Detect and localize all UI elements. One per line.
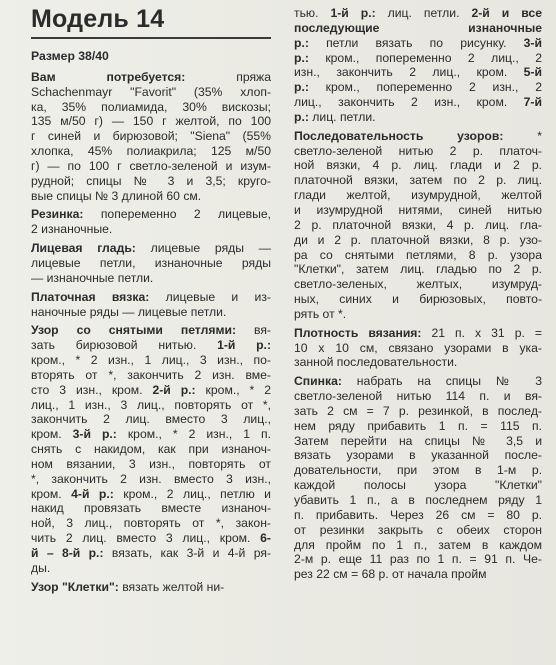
text-line [31, 501, 271, 516]
bold-text: Резинка: [31, 207, 84, 222]
text: лиц. петли. [308, 109, 376, 124]
paragraph [294, 326, 542, 371]
left-column-text [31, 70, 271, 595]
text: накид провязать вместе изнаноч- [31, 501, 271, 516]
text-line [31, 487, 271, 502]
text-line [31, 472, 271, 487]
text: лицевые петли, изнаночные ряды [31, 255, 271, 270]
text: вязать узорами в указанной после- [294, 448, 542, 463]
text: убавить 1 п., а в последнем ряду 1 [294, 493, 542, 507]
text-line [31, 561, 271, 576]
paragraph [31, 580, 271, 595]
text: п. прибавить. Через 26 см = 80 р. [294, 507, 542, 522]
text: рять от *. [294, 306, 347, 321]
text: и изумрудной нитями, синей нитью [294, 202, 542, 217]
text: довательности, при этом в 1-м р. [294, 463, 542, 478]
text-line [31, 222, 271, 237]
text-line [294, 404, 542, 419]
text: вторять от *, закончить 2 изн. вме- [31, 367, 271, 382]
text-line [294, 463, 542, 478]
bold-text: 2-й р.: [152, 382, 196, 397]
bold-text: 1-й р.: [217, 338, 271, 353]
text: чить 2 лиц. вместо 3 лиц., кром. [31, 531, 261, 546]
text: лиц., закончить 2 изн., кром. [294, 95, 524, 110]
text-line [294, 326, 542, 341]
text: ра со снятыми петлями, 8 р. узора [294, 247, 542, 262]
text: зать бирюзовой нитью. [31, 338, 218, 353]
text: г) — по 100 г светло-зеленой и изум- [31, 158, 271, 173]
text-line [294, 36, 542, 51]
text: "Клетки", затем лиц. гладью по 2 р. [294, 262, 542, 277]
bold-text: Последовательность узоров: [294, 128, 504, 143]
text-line [294, 448, 542, 463]
text: наночные ряды — лицевые петли. [31, 304, 227, 319]
text: ка, 35% полиамида, 30% вискозы; [31, 99, 271, 114]
text: лицевые ряды — [135, 241, 271, 256]
paragraph [31, 290, 271, 320]
text: * [503, 128, 542, 143]
text: нем ряду прибавить 1 п. = 115 п. [294, 418, 542, 433]
text-line [294, 80, 542, 95]
bold-text: Спинка: [294, 374, 342, 389]
text-line [31, 85, 271, 100]
text-line [294, 538, 542, 553]
text-line [294, 248, 542, 263]
text-line [31, 129, 271, 144]
text-line [294, 218, 542, 233]
bold-text: р.: [294, 50, 309, 65]
text: тью. [294, 6, 331, 20]
text-line [31, 305, 271, 320]
text: попеременно 2 лицевые, [83, 207, 271, 222]
text: кром., 2 лиц., петлю и [113, 486, 271, 501]
bold-text: 6- [260, 531, 271, 546]
text: светло-зеленых, желтых, изумруд- [294, 277, 542, 292]
text-line [31, 174, 271, 189]
text: ных, синих и бирюзовых, повто- [294, 292, 542, 307]
bold-text: Лицевая гладь: [31, 241, 136, 256]
text: рудной; спицы № 3 и 3,5; круго- [31, 173, 271, 188]
text: светло-зеленой нитью 114 п. и вя- [294, 389, 542, 404]
text: кром., попеременно 2 изн., 2 [308, 80, 542, 95]
text-line [31, 383, 271, 398]
text: 21 п. х 31 р. = [421, 325, 542, 340]
text: 10 х 10 см, связано узорами в ука- [294, 340, 542, 355]
text: — изнаночные петли. [31, 270, 154, 285]
text: занной последовательности. [294, 355, 458, 370]
text: сто 3 изн., кром. [31, 382, 153, 397]
text-line [294, 523, 542, 538]
text: кром. [31, 427, 73, 442]
text: зать 2 см = 7 р. резинкой, в послед- [294, 403, 542, 418]
text: ди и 2 р. платочной вязки, 8 р. узо- [294, 232, 542, 247]
text-line [294, 277, 542, 292]
paragraph [294, 129, 542, 322]
paragraph [31, 241, 271, 286]
text: Schachenmayr "Favorit" (35% хлоп- [31, 84, 271, 99]
text-line [31, 412, 271, 427]
paragraph [31, 70, 271, 204]
text-line [31, 457, 271, 472]
text-line [294, 567, 542, 582]
text-line [294, 493, 542, 508]
text-line [31, 338, 271, 353]
right-column [294, 6, 542, 586]
text-line [294, 419, 542, 434]
text: глади желтой, изумрудной, желтой [294, 188, 542, 203]
bold-text: Узор со снятыми петлями: [31, 323, 237, 338]
text-line [31, 368, 271, 383]
bold-text: 4-й р.: [71, 486, 114, 501]
text-line [294, 95, 542, 110]
bold-text: 3-й [523, 35, 542, 50]
text-line [294, 374, 542, 389]
right-column-text [294, 6, 542, 582]
text: от резинки закрыть с обеих сторон [294, 522, 542, 537]
text: г синей и бирюзовой; "Siena" (55% [31, 129, 271, 144]
text-line [31, 531, 271, 546]
text: ном вязании, 3 изн., повторять от [31, 456, 271, 471]
bold-text: Узор "Клетки": [31, 579, 119, 594]
text: 2 р. платочной вязки, 4 р. лиц. гла- [294, 217, 542, 232]
text: кром., попеременно 2 лиц., 2 [308, 50, 542, 65]
text: для пройм по 1 п., затем в каждом [294, 537, 542, 552]
text-line [294, 341, 542, 356]
text: кром., * 2 изн., 1 лиц., 3 изн., по- [31, 353, 271, 368]
text: каждой полосы узора "Клетки" [294, 478, 542, 493]
text-line [31, 159, 271, 174]
bold-text: 1-й р.: [330, 6, 376, 20]
bold-text: Платочная вязка: [31, 289, 150, 304]
left-column [31, 0, 271, 599]
text: лиц. петли. [375, 6, 472, 20]
text-line [294, 434, 542, 449]
text: рез 22 см = 68 р. от начала пройм [294, 567, 487, 582]
text: петли вязать по рисунку. [308, 35, 524, 50]
text: платочной вязки, затем по 2 р. лиц. [294, 173, 542, 188]
text: *, закончить 2 изн. вместо 3 изн., [31, 471, 271, 486]
text-line [31, 256, 271, 271]
text-line [294, 552, 542, 567]
paragraph [294, 6, 542, 125]
text-line [31, 114, 271, 129]
text-line [294, 65, 542, 80]
text: вязать, как 3-й и 4-й ря- [103, 546, 271, 560]
text: вязать желтой ни- [118, 579, 225, 594]
text-line [31, 323, 271, 338]
text-line [294, 478, 542, 493]
text-line [31, 442, 271, 457]
bold-text: Вам потребуется: [31, 69, 186, 84]
title-underline [31, 37, 271, 39]
text-line [294, 21, 542, 36]
text-line [294, 262, 542, 277]
text-line [294, 203, 542, 218]
text: кром., * 2 изн., 1 п. [116, 427, 271, 442]
text-line [31, 427, 271, 442]
bold-text: 5-й [523, 65, 542, 80]
text-line [31, 189, 271, 204]
text: набрать на спицы № 3 [341, 374, 542, 389]
text-line [294, 355, 542, 370]
text: вя- [236, 323, 271, 338]
text: пряжа [185, 69, 271, 84]
bold-text: последующие изнаночные [294, 20, 542, 35]
paragraph [31, 207, 271, 237]
text-line [294, 233, 542, 248]
text: кром., * 2 [195, 382, 271, 397]
text-line [31, 290, 271, 305]
text-line [294, 51, 542, 66]
text-line [294, 158, 542, 173]
text-line [294, 188, 542, 203]
text-line [294, 129, 542, 144]
text-line [294, 508, 542, 523]
text: лиц., 1 изн., 3 лиц., повторять от *, [31, 397, 271, 412]
bold-text: р.: [294, 109, 309, 124]
text-line [294, 110, 542, 125]
bold-text: 2-й и все [471, 6, 542, 20]
bold-text: р.: [294, 35, 309, 50]
text-line [31, 353, 271, 368]
text-line [294, 6, 542, 21]
text-line [31, 580, 271, 595]
text-line [31, 398, 271, 413]
text: Затем перейти на спицы № 3,5 и [294, 433, 542, 448]
text: хлопка, 45% полиакрила; 125 м/50 [31, 144, 271, 159]
text-line [294, 292, 542, 307]
bold-text: й – 8-й р.: [31, 546, 104, 560]
text: 2-м р. еще 11 раз по 1 п. = 91 п. Че- [294, 552, 542, 567]
size-heading: Размер 38/40 [31, 49, 109, 63]
text: ной вязки, 4 р. лиц. глади и 2 р. [294, 158, 542, 173]
paragraph [31, 323, 271, 575]
text: кром. [31, 486, 72, 501]
bold-text: 7-й [523, 95, 542, 110]
text-line [294, 173, 542, 188]
text: ды. [31, 560, 51, 575]
text-line [31, 100, 271, 115]
text-line [31, 144, 271, 159]
text: лицевые и из- [149, 289, 271, 304]
text: снять с накидом, как при изнаноч- [31, 442, 271, 457]
text: закончить 2 лиц. вместо 3 лиц., [31, 412, 271, 427]
paragraph [294, 374, 542, 582]
text: вые спицы № 3 длиной 60 см. [31, 188, 202, 203]
page-title: Модель 14 [31, 5, 165, 33]
text-line [31, 271, 271, 286]
bold-text: р.: [294, 80, 309, 95]
text-line [294, 307, 542, 322]
text-line [31, 546, 271, 561]
text: 2 изнаночные. [31, 222, 113, 237]
text: светло-зеленой нитью 2 р. платоч- [294, 143, 542, 158]
text-line [31, 241, 271, 256]
text-line [31, 207, 271, 222]
text-line [294, 389, 542, 404]
text: ной, 3 лиц., повторять от *, закон- [31, 516, 271, 531]
bold-text: 3-й р.: [72, 427, 117, 442]
text-line [31, 516, 271, 531]
text-line [31, 70, 271, 85]
text: 135 м/50 г) — 150 г желтой, по 100 [31, 114, 271, 129]
text: изн., закончить 2 лиц., кром. [294, 65, 524, 80]
bold-text: Плотность вязания: [294, 325, 422, 340]
text-line [294, 144, 542, 159]
